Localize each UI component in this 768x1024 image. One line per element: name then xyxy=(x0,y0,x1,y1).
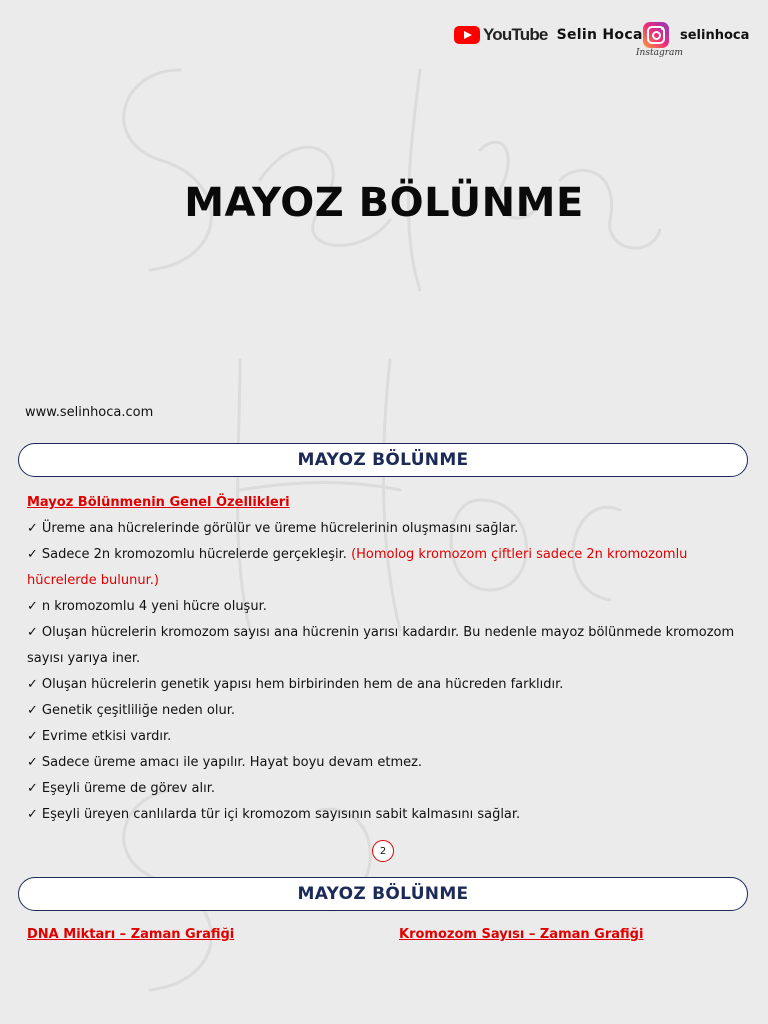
check-icon: ✓ xyxy=(27,677,38,692)
list-item: ✓ Oluşan hücrelerin kromozom sayısı ana hücrenin yarısı kadardır. Bu nedenle mayoz bölünmede kromozom sayısı yarıya iner. xyxy=(27,625,735,666)
section-content xyxy=(27,490,747,828)
check-icon: ✓ xyxy=(27,781,38,796)
list-item: ✓ n kromozomlu 4 yeni hücre oluşur. xyxy=(27,599,267,614)
page-title: MAYOZ BÖLÜNME xyxy=(184,180,584,226)
list-item: ✓ Genetik çeşitliliğe neden olur. xyxy=(27,703,235,718)
list-item: ✓ Evrime etkisi vardır. xyxy=(27,729,172,744)
section-header-bar xyxy=(18,443,748,477)
list-item: ✓ Üreme ana hücrelerinde görülür ve üreme hücrelerinin oluşmasını sağlar. xyxy=(27,521,519,536)
check-icon: ✓ xyxy=(27,599,38,614)
list-item: ✓ Eşeyli üreme de görev alır. xyxy=(27,781,215,796)
check-icon: ✓ xyxy=(27,755,38,770)
check-icon: ✓ xyxy=(27,807,38,822)
check-icon: ✓ xyxy=(27,547,38,562)
youtube-logo-icon xyxy=(454,26,480,44)
instagram-wordmark: Instagram xyxy=(636,48,683,58)
list-item: ✓ Sadece üreme amacı ile yapılır. Hayat boyu devam etmez. xyxy=(27,755,423,770)
check-icon: ✓ xyxy=(27,703,38,718)
dna-graph-title: DNA Miktarı – Zaman Grafiği xyxy=(27,927,235,942)
list-item: ✓ Sadece 2n kromozomlu hücrelerde gerçekleşir. (Homolog kromozom çiftleri sadece 2n kromozomlu hücrelerde bulunur.) xyxy=(27,547,688,588)
website-link[interactable]: www.selinhoca.com xyxy=(25,405,154,420)
youtube-wordmark: YouTube xyxy=(483,25,548,44)
instagram-logo-icon[interactable] xyxy=(643,22,669,48)
list-item: ✓ Oluşan hücrelerin genetik yapısı hem birbirinden hem de ana hücreden farklıdır. xyxy=(27,677,564,692)
youtube-brand[interactable] xyxy=(454,22,643,48)
page-number: 2 xyxy=(372,840,394,862)
feature-list xyxy=(27,516,747,828)
section-title: MAYOZ BÖLÜNME xyxy=(297,884,469,904)
check-icon: ✓ xyxy=(27,729,38,744)
section-title: MAYOZ BÖLÜNME xyxy=(297,450,469,470)
chromosome-graph-title: Kromozom Sayısı – Zaman Grafiği xyxy=(399,927,644,942)
check-icon: ✓ xyxy=(27,521,38,536)
channel-name: Selin Hoca xyxy=(556,27,643,43)
section-subheading: Mayoz Bölünmenin Genel Özellikleri xyxy=(27,495,290,510)
section-header-bar xyxy=(18,877,748,911)
list-item: ✓ Eşeyli üreyen canlılarda tür içi kromozom sayısının sabit kalmasını sağlar. xyxy=(27,807,521,822)
instagram-handle[interactable]: selinhoca xyxy=(680,28,750,43)
red-note: (Homolog kromozom çiftleri sadece 2n kromozomlu hücrelerde bulunur.) xyxy=(27,547,688,588)
check-icon: ✓ xyxy=(27,625,38,640)
